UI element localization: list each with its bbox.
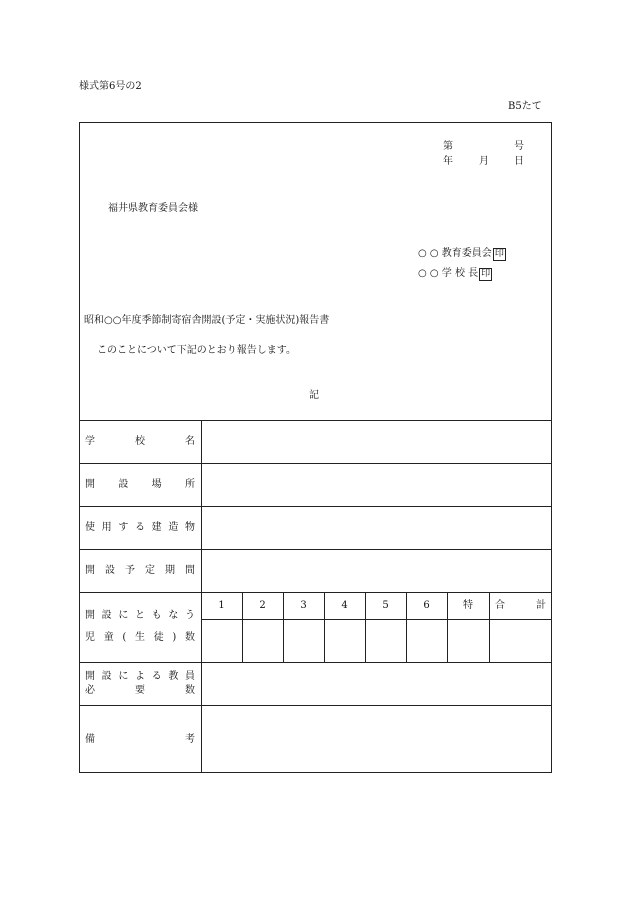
form-number: 様式第6号の2 [79,81,142,92]
table-rule [79,662,552,663]
date-day: 日 [514,156,524,167]
grade-header-rule [201,619,552,620]
table-rule [79,420,552,421]
grade-header-6: 6 [423,600,430,611]
row-label-students-line2: 児童(生徒)数 [85,632,195,643]
row-label-teachers-line1: 開設による教員 [85,671,195,682]
doc-number-gou: 号 [514,141,524,152]
grade-header-special: 特 [463,600,473,611]
seal-mark: 印 [494,249,504,259]
label-column-rule [201,420,202,773]
ki-heading: 記 [309,390,319,401]
row-label-school-name: 学校名 [85,436,195,447]
doc-number-dai: 第 [443,141,453,152]
row-label-students-line1: 開設にともなう [85,610,195,621]
table-rule [79,549,552,550]
grade-header-2: 2 [259,600,266,611]
grade-header-1: 1 [218,600,225,611]
row-label-building: 使用する建造物 [85,522,195,533]
row-label-teachers-line2: 必要数 [85,685,195,696]
row-label-period: 開設予定期間 [85,565,195,576]
date-year: 年 [443,156,453,167]
sender-principal [418,268,492,281]
table-rule [79,506,552,507]
row-label-remarks: 備考 [85,734,195,745]
sender-board-name: ○ ○ 教育委員会 [418,248,492,259]
sender-principal-name: ○ ○ 学 校 長 [418,268,479,279]
sender-board [418,248,506,261]
grade-header-3: 3 [300,600,307,611]
grade-header-total: 合 計 [495,600,546,611]
table-rule [79,592,552,593]
table-rule [79,463,552,464]
date-month: 月 [479,156,489,167]
addressee: 福井県教育委員会様 [108,203,198,214]
seal-mark: 印 [481,269,491,279]
paper-size-label: B5たて [508,101,542,112]
report-title: 昭和○○年度季節制寄宿舎開設(予定・実施状況)報告書 [84,315,330,326]
grade-header-5: 5 [382,600,389,611]
table-rule [79,705,552,706]
grade-header-4: 4 [341,600,348,611]
intro-text: このことについて下記のとおり報告します。 [97,345,296,356]
row-label-location: 開設場所 [85,479,195,490]
